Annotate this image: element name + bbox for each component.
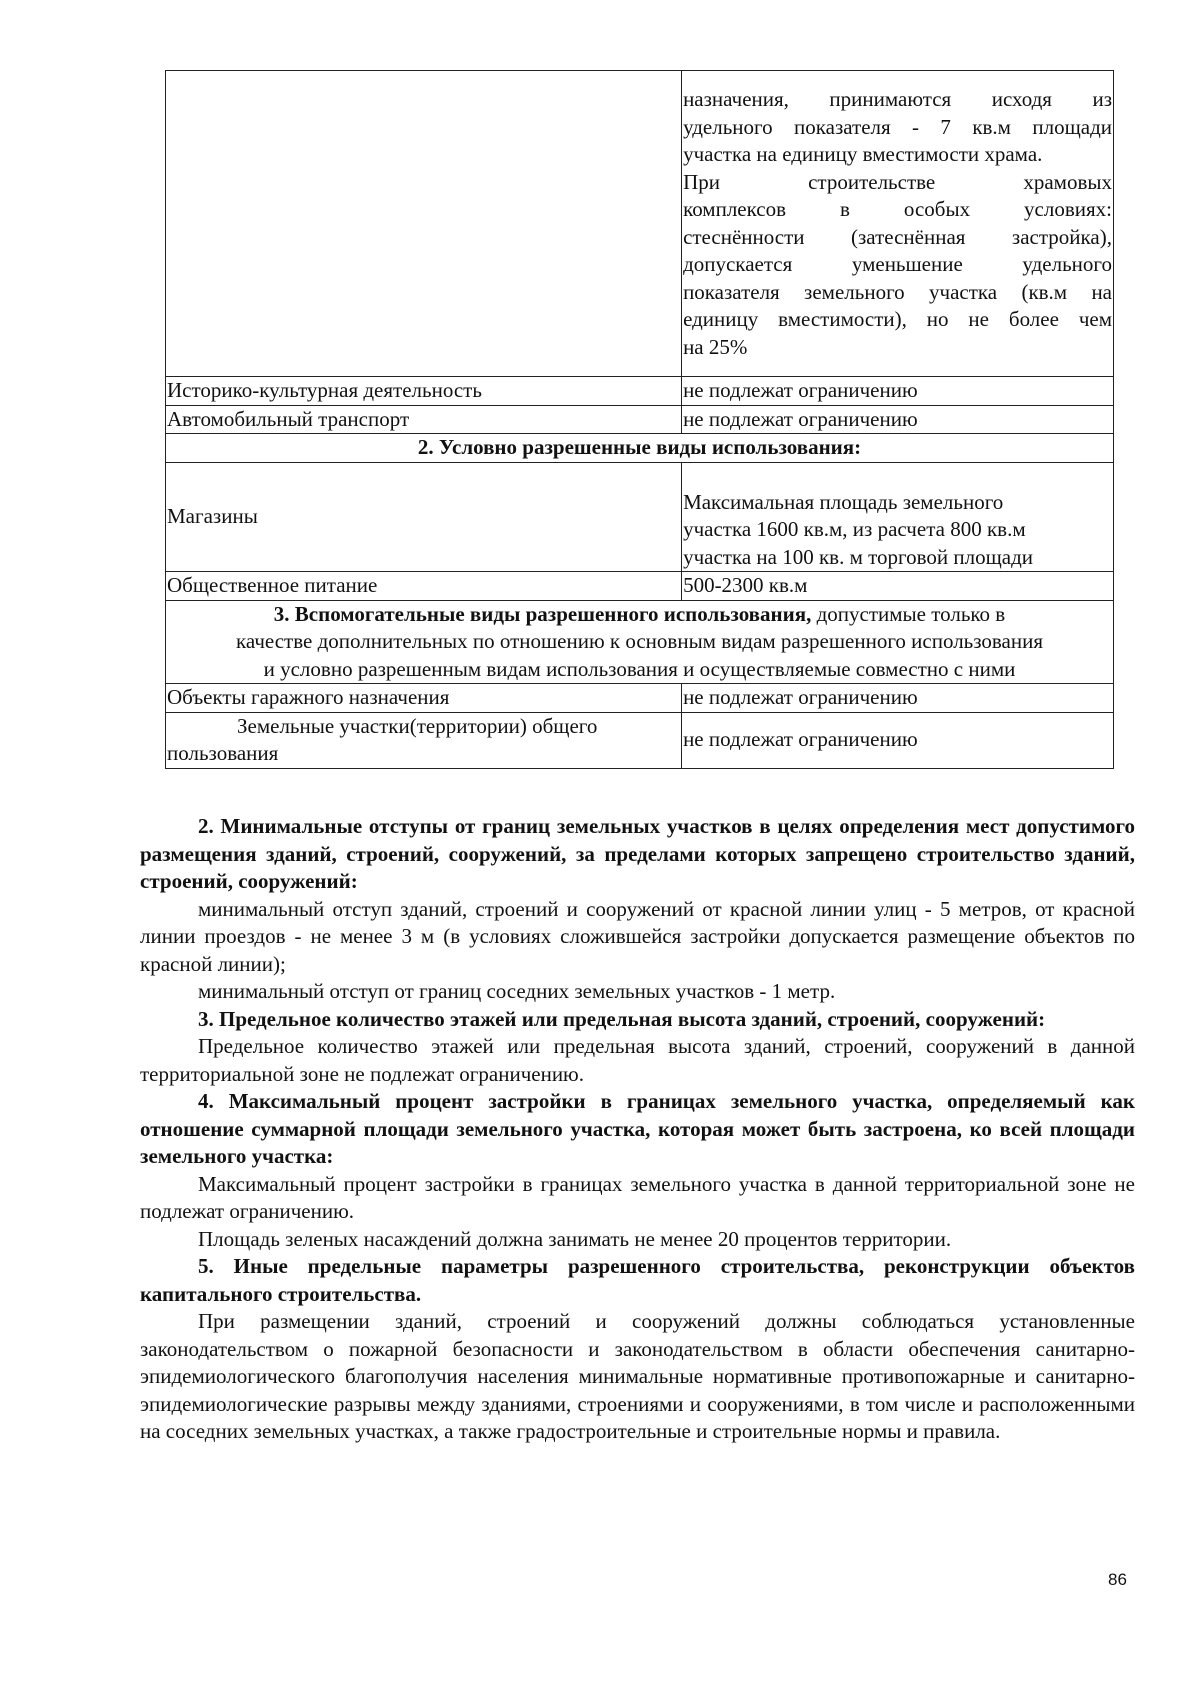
paragraph: Площадь зеленых насаждений должна занимать не менее 20 процентов территории. bbox=[198, 1226, 952, 1251]
text-line: участка на 100 кв. м торговой площади bbox=[683, 544, 1033, 569]
paragraph: минимальный отступ зданий, строений и сооружений от красной линии улиц - 5 метров, от красной линии проездов - не менее 3 м (в условиях сложившейся застройки допускается размещение объектов по красной линии); bbox=[140, 896, 1135, 976]
heading-setbacks: 2. Минимальные отступы от границ земельных участков в целях определения мест допустимого размещения зданий, строений, сооружений, за пределами которых запрещено строительство зданий, строений, сооружений: bbox=[140, 814, 1135, 893]
table-row bbox=[166, 712, 1114, 768]
table-row bbox=[166, 71, 1114, 377]
use-name-cell bbox=[166, 712, 682, 768]
text-line: комплексов в особых условиях: bbox=[683, 197, 1112, 221]
table-row bbox=[166, 405, 1114, 434]
text-line: участка на единицу вместимости храма. bbox=[683, 142, 1043, 166]
table-row bbox=[166, 434, 1114, 463]
land-use-table bbox=[165, 70, 1114, 769]
table-row bbox=[166, 684, 1114, 713]
text-line: назначения, принимаются исходя из bbox=[683, 87, 1112, 111]
text-line: допускается уменьшение удельного bbox=[683, 252, 1112, 276]
section-3-rest: допустимые только в bbox=[811, 601, 1006, 626]
page-number: 86 bbox=[1108, 1570, 1127, 1589]
text-line: При строительстве храмовых bbox=[683, 169, 1112, 194]
use-name-cell: Историко-культурная деятельность bbox=[166, 377, 682, 406]
use-name-cell: Общественное питание bbox=[166, 572, 682, 601]
table-row bbox=[166, 600, 1114, 684]
text-line: и условно разрешенным видам использования и осуществляемые совместно с ними bbox=[263, 656, 1016, 681]
paragraph: минимальный отступ от границ соседних земельных участков - 1 метр. bbox=[198, 979, 836, 1003]
paragraph: Максимальный процент застройки в границах земельного участка в данной территориальной зоне не подлежат ограничению. bbox=[140, 1171, 1135, 1223]
limit-value-cell: не подлежат ограничению bbox=[682, 712, 1114, 768]
table-row bbox=[166, 377, 1114, 406]
regulations-text bbox=[140, 813, 1135, 1446]
paragraph: Предельное количество этажей или предельная высота зданий, строений, сооружений в данной территориальной зоне не подлежат ограничению. bbox=[140, 1034, 1135, 1086]
heading-other-params: 5. Иные предельные параметры разрешенного строительства, реконструкции объектов капитального строительства. bbox=[140, 1254, 1135, 1306]
limit-value-cell: не подлежат ограничению bbox=[682, 405, 1114, 434]
table-row bbox=[166, 572, 1114, 601]
table-row bbox=[166, 462, 1114, 572]
text-line: Максимальная площадь земельного bbox=[683, 489, 1004, 514]
heading-coverage: 4. Максимальный процент застройки в границах земельного участка, определяемый как отношение суммарной площади земельного участка, которая может быть застроена, ко всей площади земельного участка: bbox=[140, 1089, 1135, 1168]
empty-use-cell bbox=[166, 71, 682, 377]
section-3-bold: 3. Вспомогательные виды разрешенного использования, bbox=[273, 601, 812, 626]
use-name-cell: Автомобильный транспорт bbox=[166, 405, 682, 434]
text-line bbox=[167, 601, 1112, 629]
text-line: участка 1600 кв.м, из расчета 800 кв.м bbox=[683, 517, 1026, 541]
section-3-title bbox=[166, 600, 1114, 684]
heading-floors: 3. Предельное количество этажей или предельная высота зданий, строений, сооружений: bbox=[198, 1006, 1046, 1031]
limit-value-cell: не подлежат ограничению bbox=[682, 684, 1114, 713]
text-line: на 25% bbox=[683, 334, 748, 359]
paragraph: При размещении зданий, строений и сооружений должны соблюдаться установленные законодательством о пожарной безопасности и законодательством в области обеспечения санитарно-эпидемиологического благополучия населения минимальные нормативные противопожарные и санитарно-эпидемиологические разрывы между зданиями, строениями и сооружениями, в том числе и расположенными на соседних земельных участках, а также градостроительные и строительные нормы и правила. bbox=[140, 1309, 1135, 1443]
use-name-cell: Магазины bbox=[166, 462, 682, 572]
text-line: качестве дополнительных по отношению к основным видам разрешенного использования bbox=[235, 629, 1044, 653]
text-line: пользования bbox=[167, 741, 279, 765]
text-line: показателя земельного участка (кв.м на bbox=[683, 279, 1112, 304]
text-line: единицу вместимости), но не более чем bbox=[683, 307, 1112, 331]
limit-value-cell bbox=[682, 462, 1114, 572]
text-line: стеснённости (затеснённая застройка), bbox=[683, 224, 1112, 249]
use-name-cell: Объекты гаражного назначения bbox=[166, 684, 682, 713]
text-line: удельного показателя - 7 кв.м площади bbox=[683, 114, 1112, 139]
temple-area-cell bbox=[682, 71, 1114, 377]
limit-value-cell: не подлежат ограничению bbox=[682, 377, 1114, 406]
section-2-title: 2. Условно разрешенные виды использования: bbox=[166, 434, 1114, 463]
limit-value-cell: 500-2300 кв.м bbox=[682, 572, 1114, 601]
text-line: Земельные участки(территории) общего bbox=[237, 713, 598, 738]
